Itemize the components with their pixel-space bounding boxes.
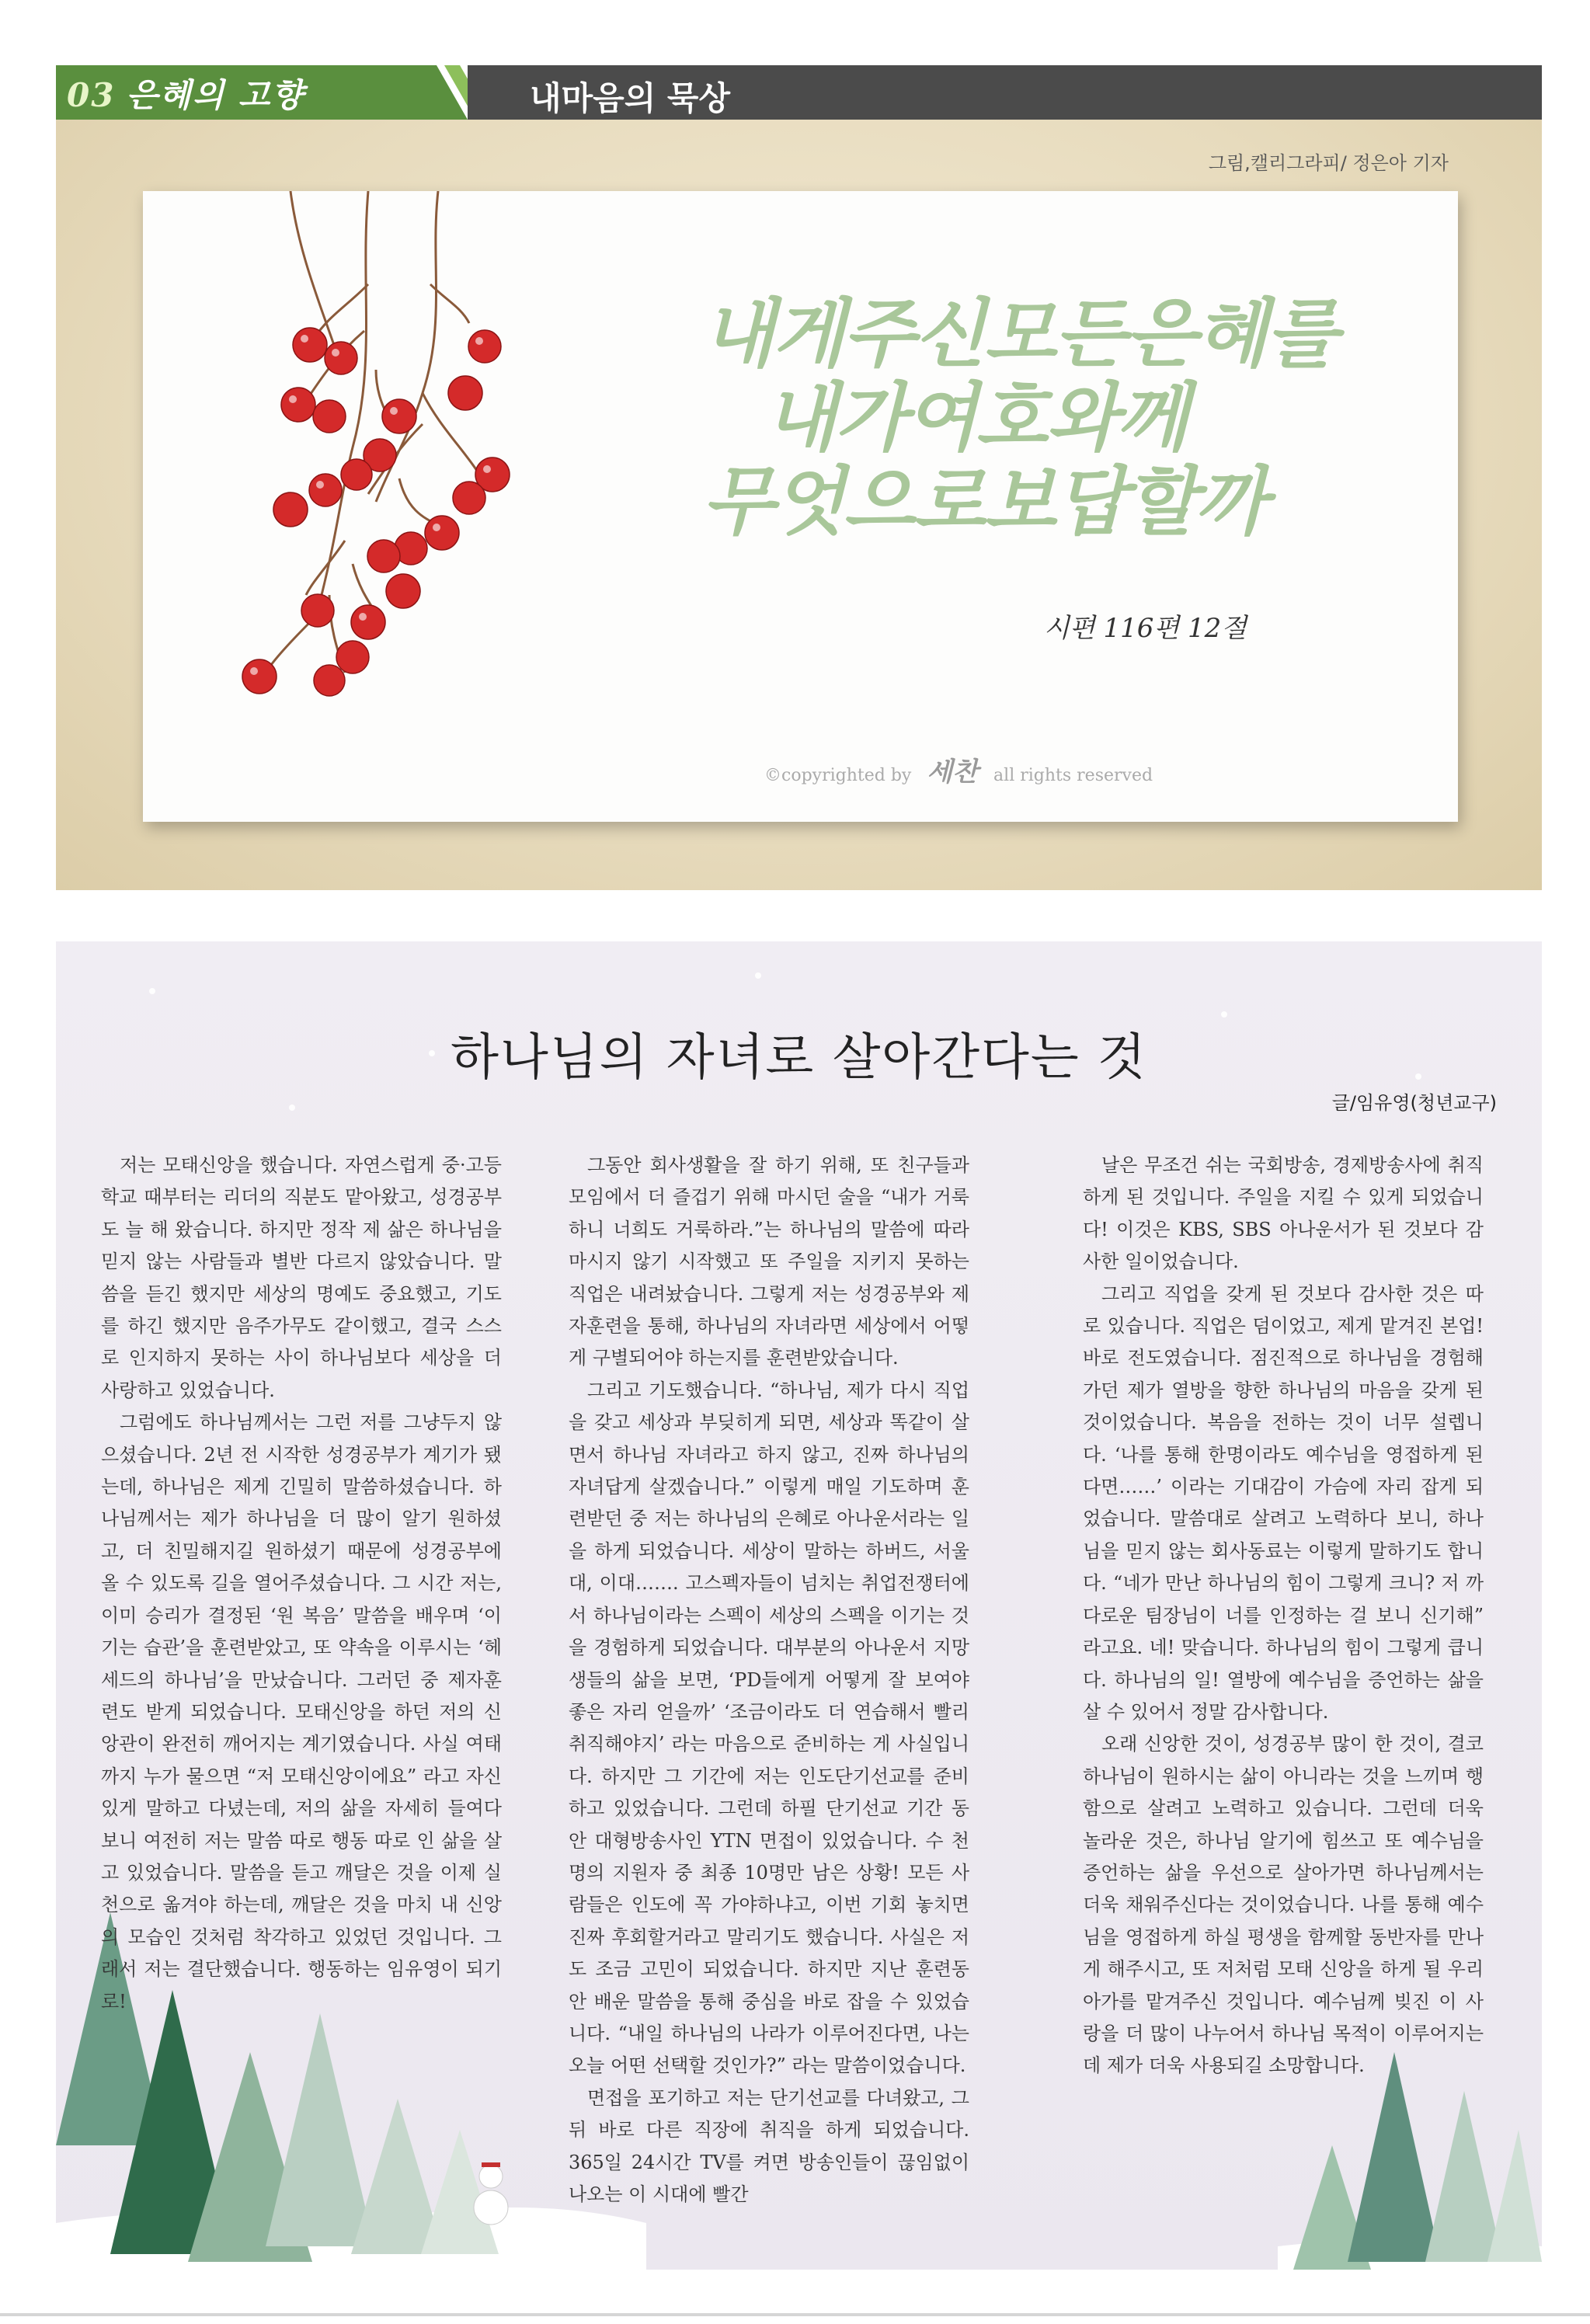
- calligraphy-text: [702, 290, 1337, 545]
- calligraphy-line-2: 내가여호와께: [764, 374, 1188, 461]
- calligraphy-line-3: 무엇으로보답할까: [702, 457, 1266, 545]
- copyright-prefix: ©copyrighted by: [764, 766, 912, 785]
- article-column-2: [569, 1150, 969, 2211]
- snow-dot: [755, 972, 761, 979]
- article-paragraph: 면접을 포기하고 저는 단기선교를 다녀왔고, 그 뒤 바로 다른 직장에 취직을 하게 되었습니다. 365일 24시간 TV를 켜면 방송인들이 끊임없이 나오는 이 시대에 빨간: [569, 2086, 969, 2205]
- section-number: 03: [67, 76, 116, 114]
- verse-reference: 시편 116편 12절: [1044, 613, 1247, 644]
- section-name: 은혜의 고향: [126, 76, 304, 114]
- page-title: 내마음의 묵상: [530, 79, 731, 117]
- article-column-3: [1083, 1150, 1484, 2082]
- page-bottom-rule: [0, 2313, 1590, 2316]
- article-paragraph: 그리고 직업을 갖게 된 것보다 감사한 것은 따로 있습니다. 직업은 덤이었고, 제게 맡겨진 본업! 바로 전도였습니다. 점진적으로 하나님을 경험해 가던 제가 열방을 향한 하나님의 마음을 갖게 된 것이었습니다. 복음을 전하는 것이 너무 설렙니다. ‘나를 통해 한명이라도 예수님을 영접하게 된다면……’ 이라는 기대감이 가슴에 자리 잡게 되었습니다. 말씀대로 살려고 노력하다 보니, 하나님을 믿지 않는 회사동료는 이렇게 말하기도 합니다. “네가 만난 하나님의 힘이 그렇게 크니? 저 까다로운 팀장님이 너를 인정하는 걸 보니 신기해” 라고요. 네! 맞습니다. 하나님의 힘이 그렇게 큽니다. 하나님의 일! 열방에 예수님을 증언하는 삶을 살 수 있어서 정말 감사합니다.: [1083, 1282, 1484, 1723]
- article-paragraph: 그리고 기도했습니다. “하나님, 제가 다시 직업을 갖고 세상과 부딪히게 되면, 세상과 똑같이 살면서 하나님 자녀라고 하지 않고, 진짜 하나님의 자녀답게 살겠습니다.” 이렇게 매일 기도하며 훈련받던 중 저는 하나님의 은혜로 아나운서라는 일을 하게 되었습니다. 세상이 말하는 하버드, 서울대, 이대……. 고스펙자들이 넘치는 취업전쟁터에서 하나님이라는 스펙이 세상의 스펙을 이기는 것을 경험하게 되었습니다. 대부분의 아나운서 지망생들의 삶을 보면, ‘PD들에게 어떻게 잘 보여야 좋은 자리 얻을까’ ‘조금이라도 더 연습해서 빨리 취직해야지’ 라는 마음으로 준비하는 게 사실입니다. 하지만 그 기간에 저는 인도단기선교를 준비하고 있었습니다. 그런데 하필 단기선교 기간 동안 대형방송사인 YTN 면접이 있었습니다. 수 천 명의 지원자 중 최종 10명만 남은 상황! 모든 사람들은 인도에 꼭 가야하냐고, 이번 기회 놓치면 진짜 후회할거라고 말리기도 했습니다. 사실은 저도 조금 고민이 되었습니다. 하지만 지난 훈련동안 배운 말씀을 통해 중심을 바로 잡을 수 있었습니다. “내일 하나님의 나라가 이루어진다면, 나는 오늘 어떤 선택할 것인가?” 라는 말씀이었습니다.: [569, 1379, 969, 2077]
- section-header: [56, 65, 1542, 120]
- artwork-credit: 그림,캘리그라피/ 정은아 기자: [1208, 152, 1449, 174]
- calligraphy-line-1: 내게주신모든은혜를: [702, 290, 1337, 377]
- article-paragraph: 오래 신앙한 것이, 성경공부 많이 한 것이, 결코 하나님이 원하시는 삶이 아니라는 것을 느끼며 행함으로 살려고 노력하고 있습니다. 그런데 더욱 놀라운 것은, 하나님 알기에 힘쓰고 또 예수님을 증언하는 삶을 우선으로 살아가면 하나님께서는 더욱 채워주신다는 것이었습니다. 나를 통해 예수님을 영접하게 하실 평생을 함께할 동반자를 만나게 해주시고, 또 저처럼 모태 신앙을 하게 될 우리 아가를 맡겨주신 것입니다. 예수님께 빚진 이 사랑을 더 많이 나누어서 하나님 목적이 이루어지는데 제가 더욱 사용되길 소망합니다.: [1083, 1733, 1484, 2077]
- article-paragraph: 그동안 회사생활을 잘 하기 위해, 또 친구들과 모임에서 더 즐겁기 위해 마시던 술을 “내가 거룩하니 너희도 거룩하라.”는 하나님의 말씀에 따라 마시지 않기 시작했고 또 주일을 지키지 못하는 직업은 내려놨습니다. 그렇게 저는 성경공부와 제자훈련을 통해, 하나님의 자녀라면 세상에서 어떻게 구별되어야 하는지를 훈련받았습니다.: [569, 1154, 969, 1369]
- copyright-signature: 세찬: [927, 757, 979, 788]
- calligraphy-card: [143, 191, 1458, 822]
- article-panel: [56, 941, 1542, 2270]
- article-paragraph: 저는 모태신앙을 했습니다. 자연스럽게 중·고등학교 때부터는 리더의 직분도 맡아왔고, 성경공부도 늘 해 왔습니다. 하지만 정작 제 삶은 하나님을 믿지 않는 사람들과 별반 다르지 않았습니다. 말씀을 듣긴 했지만 세상의 명예도 중요했고, 기도를 하긴 했지만 음주가무도 같이했고, 결국 스스로 인지하지 못하는 사이 하나님보다 세상을 더 사랑하고 있었습니다.: [101, 1154, 502, 1401]
- article-byline: 글/임유영(청년교구): [1331, 1092, 1497, 1114]
- article-column-1: [101, 1150, 502, 2018]
- berry-branch-illustration: [143, 191, 578, 822]
- section-label: [67, 70, 304, 117]
- artwork-panel: [56, 120, 1542, 890]
- snow-dot: [1221, 1011, 1227, 1018]
- article-paragraph: 날은 무조건 쉬는 국회방송, 경제방송사에 취직하게 된 것입니다. 주일을 지킬 수 있게 되었습니다! 이것은 KBS, SBS 아나운서가 된 것보다 감사한 일이었습니다.: [1083, 1154, 1484, 1273]
- snow-dot: [149, 988, 155, 994]
- copyright-suffix: all rights reserved: [993, 766, 1153, 785]
- snow-dot: [289, 1105, 295, 1111]
- copyright-notice: [764, 750, 1153, 788]
- article-paragraph: 그럼에도 하나님께서는 그런 저를 그냥두지 않으셨습니다. 2년 전 시작한 성경공부가 계기가 됐는데, 하나님은 제게 긴밀히 말씀하셨습니다. 하나님께서는 제가 하나님을 더 많이 알기 원하셨고, 더 친밀해지길 원하셨기 때문에 성경공부에 올 수 있도록 길을 열어주셨습니다. 그 시간 저는, 이미 승리가 결정된 ‘원 복음’ 말씀을 배우며 ‘이기는 습관’을 훈련받았고, 또 약속을 이루시는 ‘헤세드의 하나님’을 만났습니다. 그러던 중 제자훈련도 받게 되었습니다. 모태신앙을 하던 저의 신앙관이 완전히 깨어지는 계기였습니다. 사실 여태까지 누가 물으면 “저 모태신앙이에요” 라고 자신 있게 말하고 다녔는데, 저의 삶을 자세히 들여다보니 여전히 저는 말씀 따로 행동 따로 인 삶을 살고 있었습니다. 말씀을 듣고 깨달은 것을 이제 실천으로 옮겨야 하는데, 깨달은 것을 마치 내 신앙의 모습인 것처럼 착각하고 있었던 것입니다. 그래서 저는 결단했습니다. 행동하는 임유영이 되기로!: [101, 1411, 502, 2013]
- article-title: 하나님의 자녀로 살아간다는 것: [451, 1029, 1147, 1087]
